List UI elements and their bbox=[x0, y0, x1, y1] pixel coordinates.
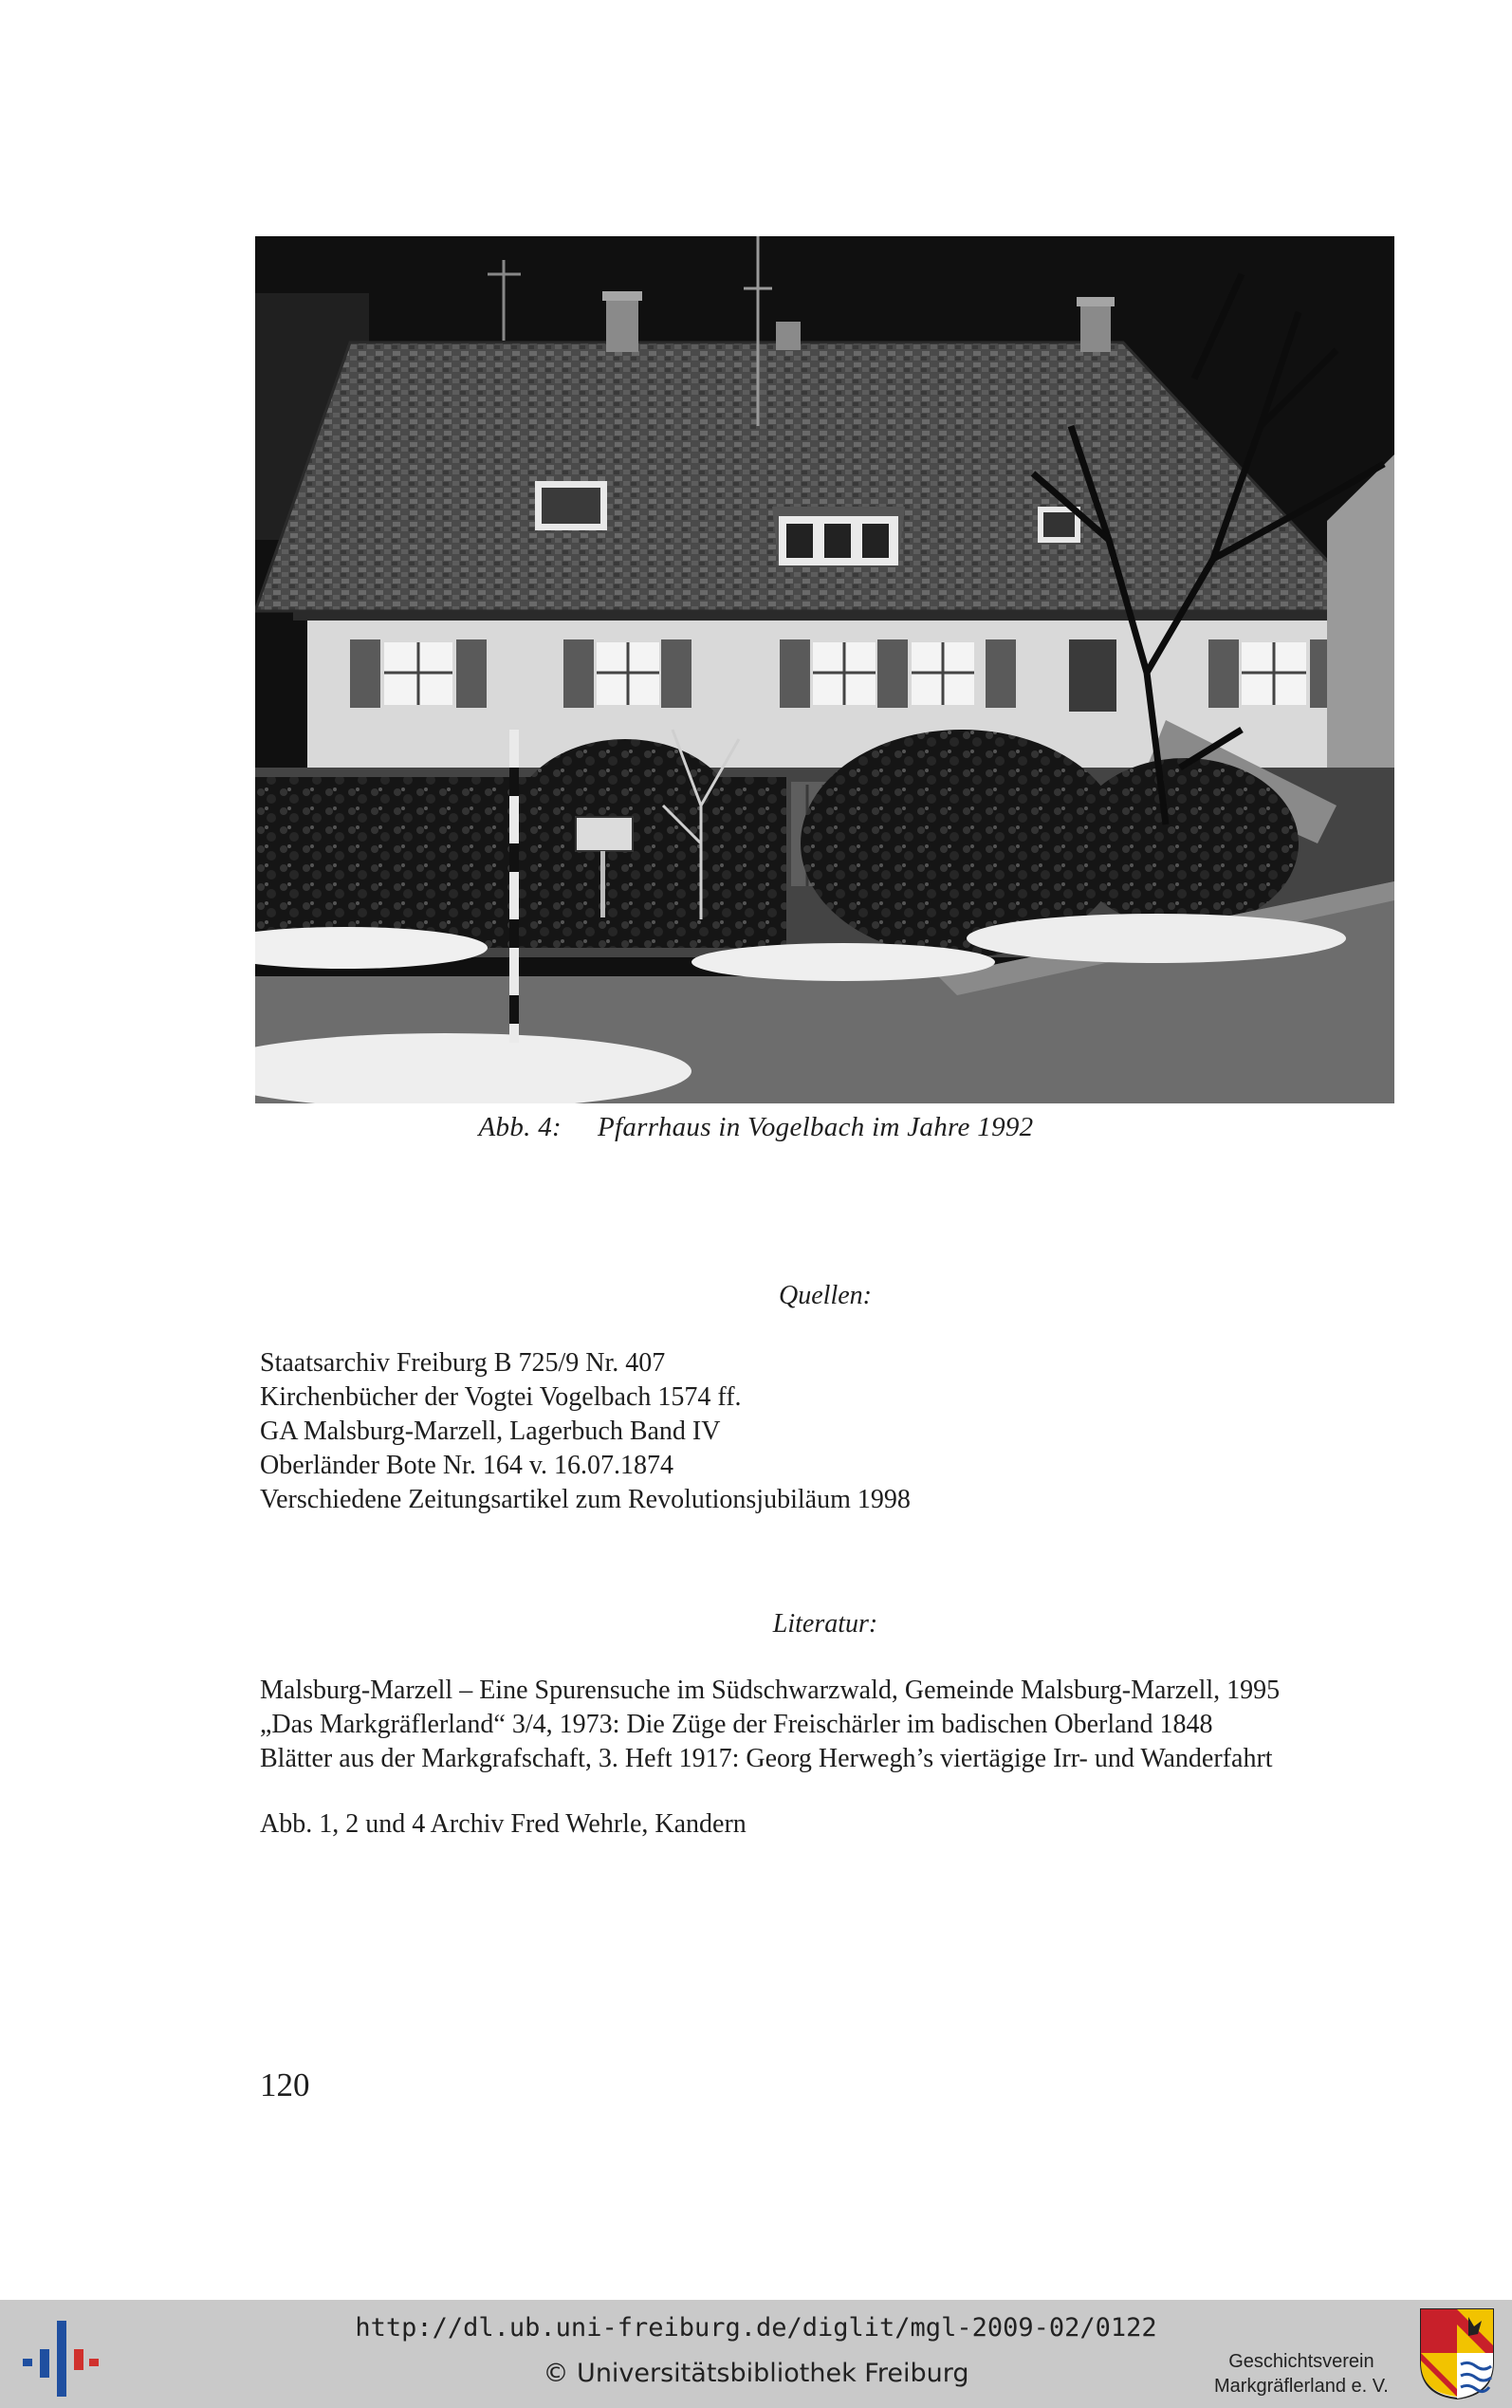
literature-heading: Literatur: bbox=[772, 1609, 878, 1639]
literature-item: „Das Markgräflerland“ 3/4, 1973: Die Züge der Freischärler im badischen Oberland 1848 bbox=[260, 1710, 1213, 1739]
sources-heading: Quellen: bbox=[779, 1281, 872, 1310]
footer-url[interactable]: http://dl.ub.uni-freiburg.de/diglit/mgl-2009-02/0122 bbox=[355, 2313, 1157, 2343]
source-item: Kirchenbücher der Vogtei Vogelbach 1574 ff. bbox=[260, 1382, 742, 1412]
page-number: 120 bbox=[260, 2066, 310, 2103]
sources-list bbox=[260, 1346, 911, 1517]
figure-caption-text: Pfarrhaus in Vogelbach im Jahre 1992 bbox=[598, 1112, 1034, 1142]
literature-item: Blätter aus der Markgrafschaft, 3. Heft 1917: Georg Herwegh’s viertägige Irr- und Wanderfahrt bbox=[260, 1744, 1273, 1773]
literature-list bbox=[260, 1674, 1280, 1776]
source-item: Staatsarchiv Freiburg B 725/9 Nr. 407 bbox=[260, 1348, 666, 1378]
source-item: Oberländer Bote Nr. 164 v. 16.07.1874 bbox=[260, 1451, 673, 1480]
association-line-2: Markgräflerland e. V. bbox=[1214, 2376, 1389, 2397]
footer-copyright: © Universitätsbibliothek Freiburg bbox=[543, 2359, 969, 2388]
parish-house-photo bbox=[255, 236, 1394, 1103]
image-credit: Abb. 1, 2 und 4 Archiv Fred Wehrle, Kandern bbox=[260, 1809, 747, 1839]
coat-of-arms-icon bbox=[1419, 2307, 1495, 2400]
source-item: Verschiedene Zeitungsartikel zum Revolutionsjubiläum 1998 bbox=[260, 1485, 911, 1514]
literature-item: Malsburg-Marzell – Eine Spurensuche im Südschwarzwald, Gemeinde Malsburg-Marzell, 1995 bbox=[260, 1676, 1281, 1705]
source-item: GA Malsburg-Marzell, Lagerbuch Band IV bbox=[260, 1417, 721, 1446]
footer-bar bbox=[0, 2300, 1512, 2408]
association-line-1: Geschichtsverein bbox=[1228, 2351, 1374, 2372]
figure-label: Abb. 4: bbox=[478, 1112, 562, 1142]
figure-photo bbox=[255, 236, 1394, 1103]
figure-caption bbox=[0, 1112, 1512, 1143]
association-name bbox=[1214, 2349, 1389, 2399]
